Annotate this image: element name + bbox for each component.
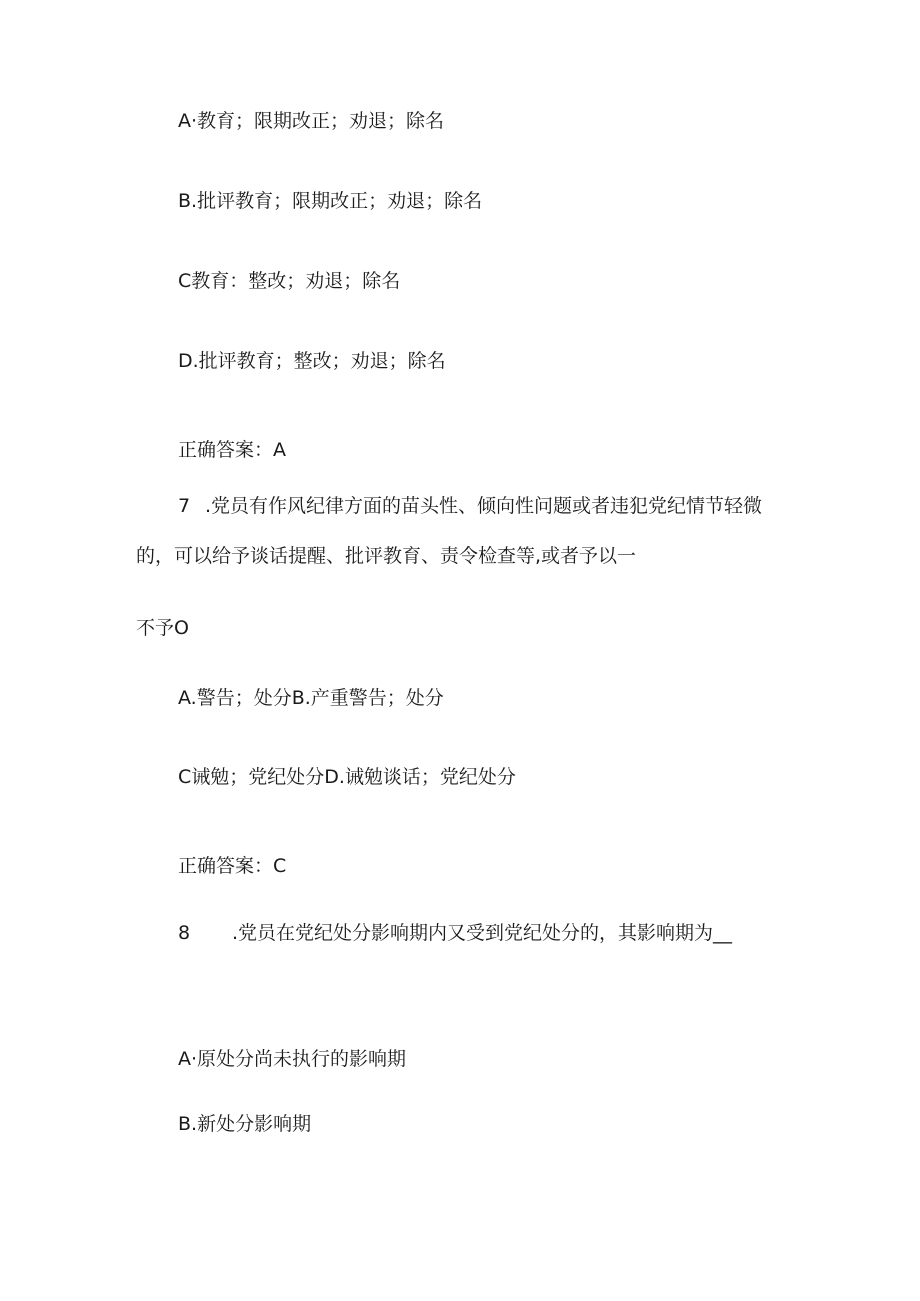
q7-option-ab: A.警告；处分B.产重警告；处分 <box>178 687 444 709</box>
q7-option-cd: C诫勉；党纪处分D.诫勉谈话；党纪处分 <box>178 766 516 788</box>
q6-option-c: C教育：整改；劝退；除名 <box>178 270 401 292</box>
q6-answer: 正确答案：A <box>178 439 286 461</box>
q6-option-a: A·教育；限期改正；劝退；除名 <box>178 110 445 132</box>
q8-text-line-1: .党员在党纪处分影响期内又受到党纪处分的，其影响期为__ <box>232 922 733 944</box>
q6-option-b: B.批评教育；限期改正；劝退；除名 <box>178 190 483 212</box>
q8-number: 8 <box>178 922 191 944</box>
q8-option-b: B.新处分影响期 <box>178 1113 312 1135</box>
q6-option-d: D.批评教育；整改；劝退；除名 <box>178 350 446 372</box>
q8-option-a: A·原处分尚未执行的影响期 <box>178 1048 407 1070</box>
q7-answer: 正确答案：C <box>178 855 287 877</box>
q7-text-line-3: 不予O <box>136 617 189 639</box>
q7-text-line-1: .党员有作风纪律方面的苗头性、倾向性问题或者违犯党纪情节轻微 <box>205 495 763 517</box>
q7-number: 7 <box>178 495 191 517</box>
q7-text-line-2: 的，可以给予谈话提醒、批评教育、责令检查等,或者予以一 <box>136 545 637 567</box>
